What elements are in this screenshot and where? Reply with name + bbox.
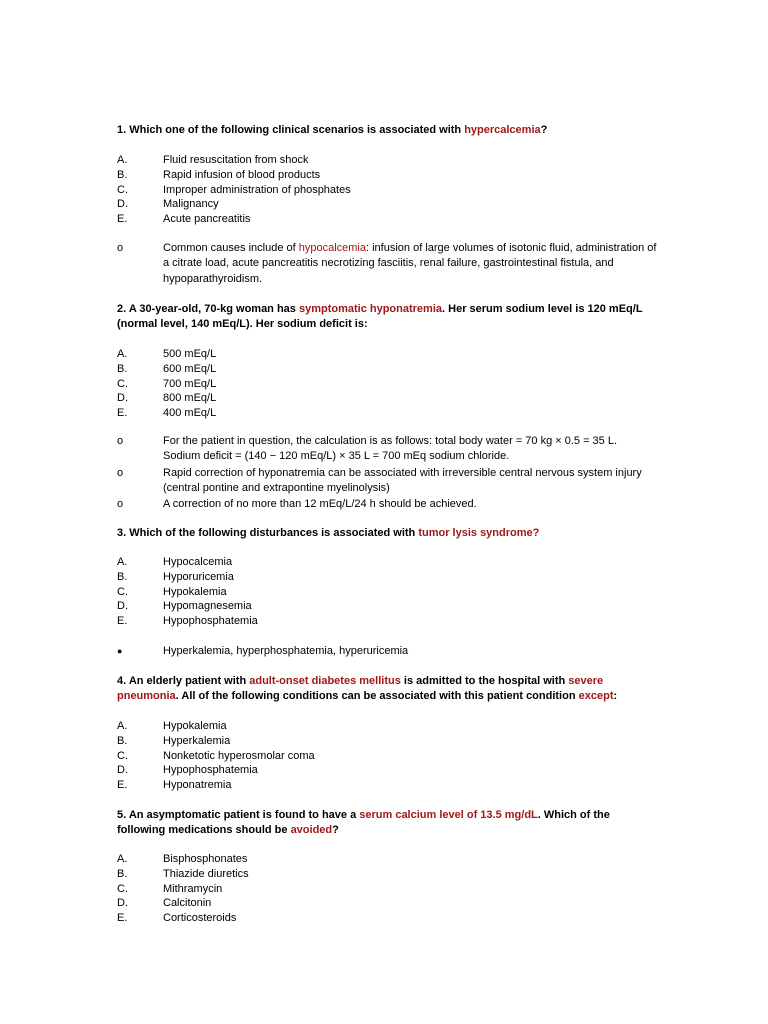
- question-4-text: 4. An elderly patient with: [117, 675, 250, 687]
- option-item: D. 800 mEq/L: [117, 392, 217, 405]
- option-item: C. 700 mEq/L: [117, 377, 217, 390]
- option-item: D. Hypophosphatemia: [117, 764, 258, 777]
- option-item: B. Hyporuricemia: [117, 570, 234, 583]
- option-item: C. Nonketotic hyperosmolar coma: [117, 749, 315, 762]
- note-item: ● Hyperkalemia, hyperphosphatemia, hyperuricemia: [117, 644, 657, 659]
- bullet-icon: ●: [117, 646, 123, 656]
- question-5-options: [117, 852, 657, 926]
- option-item: B. Rapid infusion of blood products: [117, 168, 321, 181]
- question-3-text: 3. Which of the following disturbances is associated with: [117, 527, 419, 539]
- question-4: 4. An elderly patient with adult-onset diabetes mellitus is admitted to the hospital with severe pneumonia. All of the following conditions can be associated with this patient condition except:: [117, 675, 618, 702]
- note-item: o Common causes include of hypocalcemia: infusion of large volumes of isotonic fluid, administration of a citrate load, acute pancreatitis necrotizing fasciitis, renal failure, gastrointestinal fistula, and hypoparathyroidism.: [117, 242, 657, 285]
- question-3-options: [117, 555, 657, 629]
- question-1: [117, 123, 657, 138]
- option-item: D. Calcitonin: [117, 897, 212, 910]
- option-item: B. Thiazide diuretics: [117, 867, 249, 880]
- question-2-notes: [117, 434, 657, 512]
- question-2: 2. A 30-year-old, 70-kg woman has symptomatic hyponatremia. Her serum sodium level is 120 mEq/L (normal level, 140 mEq/L). Her sodium deficit is:: [117, 303, 643, 330]
- question-2-text: 2. A 30-year-old, 70-kg woman has: [117, 303, 299, 315]
- option-item: D. Malignancy: [117, 198, 219, 211]
- option-item: E. 400 mEq/L: [117, 407, 217, 420]
- question-1-end: ?: [540, 124, 548, 136]
- question-3: [117, 526, 657, 541]
- question-5-text: 5. An asymptomatic patient is found to have a: [117, 809, 360, 821]
- option-item: C. Improper administration of phosphates: [117, 183, 351, 196]
- option-item: B. Hyperkalemia: [117, 734, 231, 747]
- note-item: o A correction of no more than 12 mEq/L/24 h should be achieved.: [117, 498, 477, 511]
- option-item: A. Hypokalemia: [117, 720, 227, 732]
- note-item: o Rapid correction of hyponatremia can be associated with irreversible central nervous system injury (central pontine and extrapontine myelinolysis): [117, 466, 642, 494]
- question-3-highlight: tumor lysis syndrome?: [418, 527, 540, 539]
- note-item: o For the patient in question, the calculation is as follows: total body water = 70 kg × 0.5 = 35 L. Sodium deficit = (140 − 120 mEq/L) × 35 L = 700 mEq sodium chloride.: [117, 435, 618, 463]
- question-3-notes: [117, 644, 657, 659]
- question-1-text: 1. Which one of the following clinical scenarios is associated with: [117, 124, 465, 136]
- question-4-options: [117, 719, 657, 793]
- question-5: 5. An asymptomatic patient is found to have a serum calcium level of 13.5 mg/dL. Which of the following medications should be avoided?: [117, 809, 610, 836]
- option-item: A. 500 mEq/L: [117, 348, 217, 360]
- question-1-notes: [117, 241, 657, 287]
- option-item: B. 600 mEq/L: [117, 362, 217, 375]
- option-item: E. Corticosteroids: [117, 912, 237, 925]
- option-item: C. Hypokalemia: [117, 585, 227, 598]
- question-1-options: [117, 153, 657, 227]
- question-1-highlight: hypercalcemia: [464, 124, 541, 136]
- option-item: A. Hypocalcemia: [117, 556, 233, 568]
- option-item: C. Mithramycin: [117, 882, 223, 895]
- option-item: E. Acute pancreatitis: [117, 213, 251, 226]
- option-item: A. Fluid resuscitation from shock: [117, 154, 309, 166]
- option-item: E. Hyponatremia: [117, 779, 232, 792]
- question-2-options: [117, 347, 657, 421]
- option-item: A. Bisphosphonates: [117, 853, 248, 865]
- question-2-highlight: symptomatic hyponatremia: [298, 303, 443, 315]
- option-item: E. Hypophosphatemia: [117, 615, 258, 628]
- option-item: D. Hypomagnesemia: [117, 600, 252, 613]
